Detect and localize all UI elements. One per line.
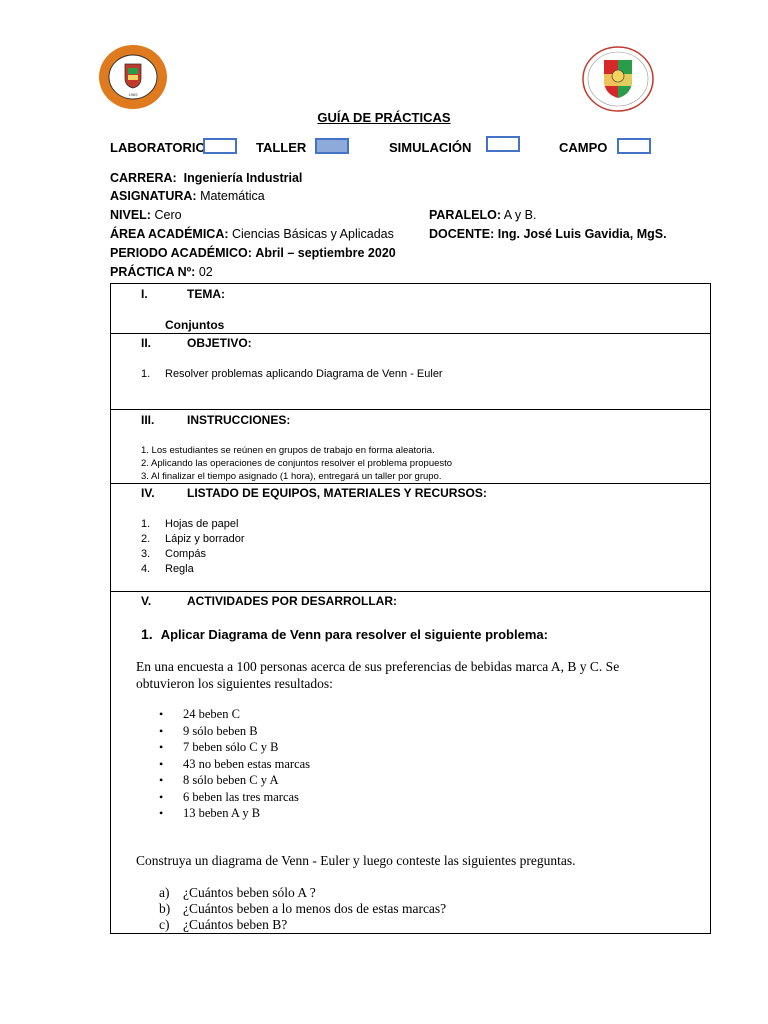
list-item: • 6 beben las tres marcas (183, 789, 310, 806)
question-a: a) ¿Cuántos beben sólo A ? (159, 885, 316, 900)
university-seal-right (582, 46, 654, 112)
objetivo-number: 1. (141, 368, 151, 380)
periodo-line: PERIODO ACADÉMICO: Abril – septiembre 2020 (110, 246, 396, 260)
instruccion-3: 3. Al finalizar el tiempo asignado (1 hora), entregará un taller por grupo. (141, 471, 442, 482)
asignatura-line: ASIGNATURA: Matemática (110, 189, 265, 203)
list-item-number: 1. (141, 518, 151, 530)
carrera-line: CARRERA: Ingeniería Industrial (110, 171, 303, 185)
list-item: • 9 sólo beben B (183, 723, 310, 740)
survey-results-list (183, 706, 310, 822)
question-b: b) ¿Cuántos beben a lo menos dos de estas marcas? (159, 901, 447, 916)
list-item: Regla (165, 563, 194, 575)
activity-title: 1. Aplicar Diagrama de Venn para resolver el siguiente problema: (141, 626, 548, 642)
checkbox-taller[interactable] (315, 138, 349, 154)
section-instrucciones (110, 409, 711, 483)
type-label-campo: CAMPO (559, 140, 608, 155)
tema-content: Conjuntos (165, 318, 225, 332)
list-item: • 43 no beben estas marcas (183, 756, 310, 773)
section-actividades-heading: V. ACTIVIDADES POR DESARROLLAR: (141, 594, 398, 608)
nivel-line: NIVEL: Cero (110, 208, 182, 222)
list-item: • 13 beben A y B (183, 805, 310, 822)
instruccion-2: 2. Aplicando las operaciones de conjuntos resolver el problema propuesto (141, 458, 453, 469)
checkbox-laboratorio[interactable] (203, 138, 237, 154)
section-tema-heading: I. TEMA: (141, 287, 225, 301)
type-label-taller: TALLER (256, 140, 307, 155)
venn-instruction: Construya un diagrama de Venn - Euler y luego conteste las siguientes preguntas. (136, 853, 576, 868)
problem-intro: En una encuesta a 100 personas acerca de sus preferencias de bebidas marca A, B y C. Se obtuvieron los siguientes resultados: (136, 659, 620, 691)
list-item-number: 4. (141, 563, 151, 575)
list-item: Compás (165, 548, 206, 560)
area-line: ÁREA ACADÉMICA: Ciencias Básicas y Aplicadas (110, 227, 394, 241)
paralelo-line: PARALELO: A y B. (429, 208, 537, 222)
question-c: c) ¿Cuántos beben B? (159, 917, 288, 932)
list-item: • 24 beben C (183, 706, 310, 723)
list-item: Lápiz y borrador (165, 533, 245, 545)
checkbox-campo[interactable] (617, 138, 651, 154)
practice-type-row (0, 138, 768, 158)
section-objetivo-heading: II. OBJETIVO: (141, 336, 252, 350)
svg-text:1969: 1969 (128, 92, 138, 97)
list-item: Hojas de papel (165, 518, 239, 530)
university-seal-left (98, 44, 168, 110)
type-label-laboratorio: LABORATORIO (110, 140, 206, 155)
section-actividades (110, 591, 711, 934)
docente-line: DOCENTE: Ing. José Luis Gavidia, MgS. (429, 227, 667, 241)
objetivo-text: Resolver problemas aplicando Diagrama de Venn - Euler (165, 368, 443, 380)
question-list (159, 885, 446, 933)
type-label-simulacion: SIMULACIÓN (389, 140, 472, 155)
section-instrucciones-heading: III. INSTRUCCIONES: (141, 413, 291, 427)
list-item-number: 3. (141, 548, 151, 560)
section-tema (110, 283, 711, 333)
list-item: • 7 beben sólo C y B (183, 739, 310, 756)
list-item: • 8 sólo beben C y A (183, 772, 310, 789)
section-listado (110, 483, 711, 591)
page-title: GUÍA DE PRÁCTICAS (317, 110, 451, 125)
instruccion-1: 1. Los estudiantes se reúnen en grupos de trabajo en forma aleatoria. (141, 445, 435, 456)
section-listado-heading: IV. LISTADO DE EQUIPOS, MATERIALES Y RECURSOS: (141, 486, 487, 500)
checkbox-simulacion[interactable] (486, 136, 520, 152)
section-objetivo (110, 333, 711, 409)
practica-line: PRÁCTICA Nº: 02 (110, 265, 213, 279)
list-item-number: 2. (141, 533, 151, 545)
